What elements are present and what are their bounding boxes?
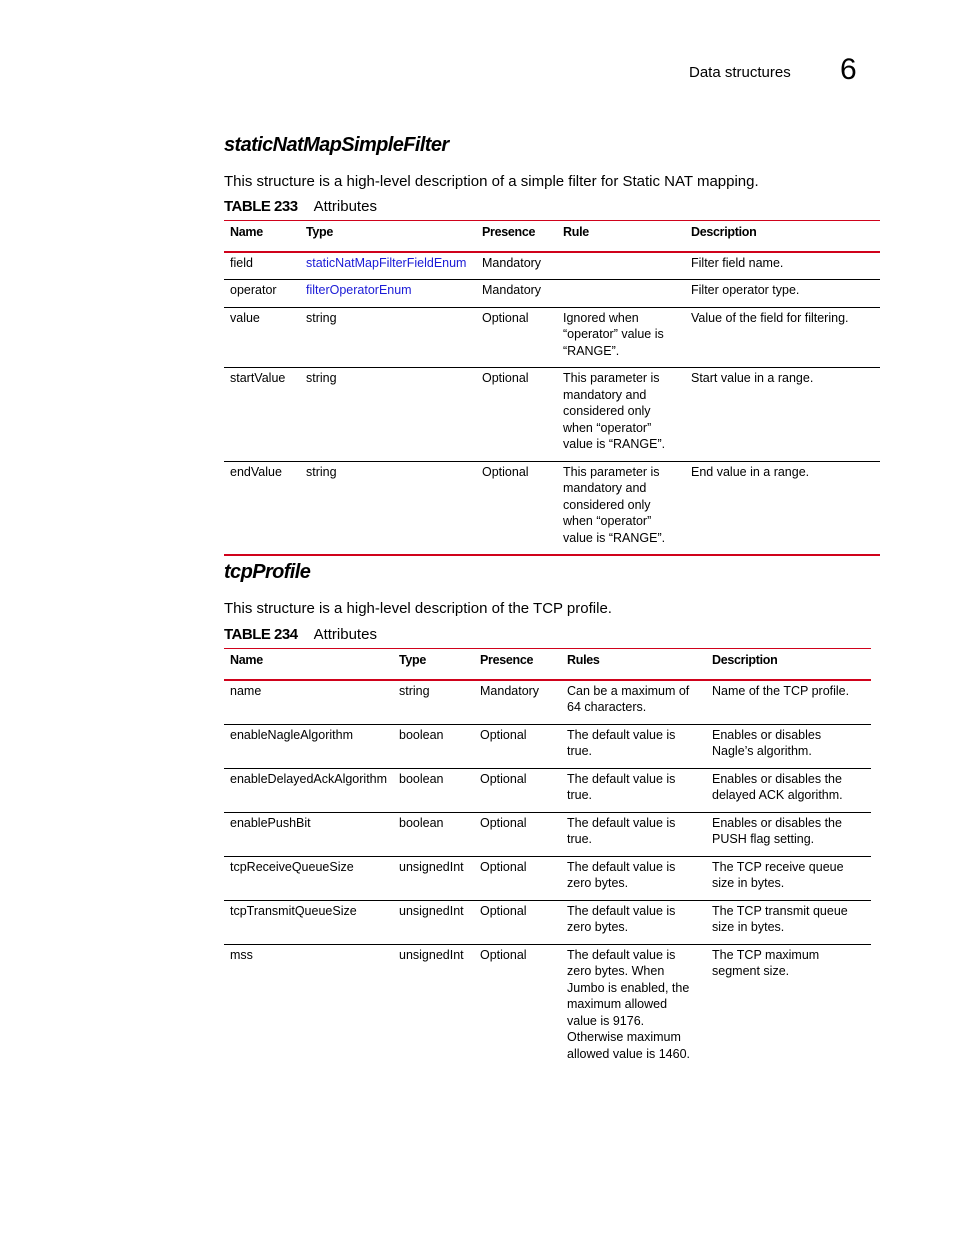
cell-rule: The default value is true. bbox=[561, 768, 706, 812]
table-caption bbox=[224, 626, 377, 643]
cell-description: Filter operator type. bbox=[685, 280, 880, 308]
column-header-presence: Presence bbox=[474, 649, 561, 680]
cell-type: boolean bbox=[393, 768, 474, 812]
cell-description: Enables or disables Nagle’s algorithm. bbox=[706, 724, 871, 768]
cell-presence: Optional bbox=[476, 368, 557, 462]
cell-type: string bbox=[300, 461, 476, 555]
cell-type-link[interactable]: filterOperatorEnum bbox=[300, 280, 476, 308]
cell-rule bbox=[557, 280, 685, 308]
table-row bbox=[224, 900, 871, 944]
cell-description: Enables or disables the delayed ACK algorithm. bbox=[706, 768, 871, 812]
cell-description: The TCP transmit queue size in bytes. bbox=[706, 900, 871, 944]
cell-rule: The default value is true. bbox=[561, 812, 706, 856]
attributes-table-234 bbox=[224, 648, 871, 1070]
table-row bbox=[224, 680, 871, 725]
cell-presence: Optional bbox=[474, 900, 561, 944]
table-header-row bbox=[224, 649, 871, 680]
cell-presence: Optional bbox=[474, 724, 561, 768]
table-row bbox=[224, 280, 880, 308]
cell-name: enablePushBit bbox=[224, 812, 393, 856]
cell-rule: The default value is zero bytes. bbox=[561, 900, 706, 944]
cell-name: mss bbox=[230, 947, 253, 962]
page-header bbox=[0, 0, 954, 100]
cell-type: string bbox=[300, 307, 476, 368]
cell-rule: This parameter is mandatory and considered only when “operator” value is “RANGE”. bbox=[557, 368, 685, 462]
cell-name: field bbox=[224, 252, 300, 280]
cell-type: unsignedInt bbox=[393, 856, 474, 900]
table-row bbox=[224, 856, 871, 900]
cell-name: tcpTransmitQueueSize bbox=[224, 900, 393, 944]
table-number: TABLE 233 bbox=[224, 198, 298, 215]
cell-type-link[interactable]: staticNatMapFilterFieldEnum bbox=[300, 252, 476, 280]
column-header-name: Name bbox=[224, 221, 300, 252]
cell-type: boolean bbox=[393, 724, 474, 768]
cell-description: Filter field name. bbox=[685, 252, 880, 280]
cell-description: Name of the TCP profile. bbox=[706, 680, 871, 725]
table-number: TABLE 234 bbox=[224, 626, 298, 643]
table-row bbox=[224, 307, 880, 368]
cell-presence: Mandatory bbox=[474, 680, 561, 725]
table-row bbox=[224, 944, 871, 1070]
cell-rule: The default value is zero bytes. bbox=[561, 856, 706, 900]
column-header-description: Description bbox=[706, 649, 871, 680]
column-header-rules: Rules bbox=[561, 649, 706, 680]
section-title-tcp-profile: tcpProfile bbox=[224, 561, 311, 583]
cell-description: Value of the field for filtering. bbox=[685, 307, 880, 368]
cell-rule: This parameter is mandatory and considered only when “operator” value is “RANGE”. bbox=[557, 461, 685, 555]
column-header-name: Name bbox=[224, 649, 393, 680]
cell-presence: Optional bbox=[474, 768, 561, 812]
cell-description: End value in a range. bbox=[685, 461, 880, 555]
cell-name: value bbox=[224, 307, 300, 368]
section-title-static-nat-map-simple-filter: staticNatMapSimpleFilter bbox=[224, 134, 449, 156]
cell-presence: Optional bbox=[474, 856, 561, 900]
cell-rule: The default value is zero bytes. When Jumbo is enabled, the maximum allowed value is 9176. Otherwise maximum allowed value is 1460. bbox=[567, 947, 690, 1061]
cell-presence: Optional bbox=[480, 947, 527, 962]
cell-name: endValue bbox=[224, 461, 300, 555]
cell-presence: Optional bbox=[476, 461, 557, 555]
cell-rule bbox=[557, 252, 685, 280]
cell-presence: Mandatory bbox=[476, 252, 557, 280]
cell-presence: Optional bbox=[476, 307, 557, 368]
cell-description: The TCP maximum segment size. bbox=[712, 947, 820, 978]
cell-presence: Mandatory bbox=[476, 280, 557, 308]
section-description: This structure is a high-level description of a simple filter for Static NAT mapping. bbox=[224, 173, 759, 190]
table-row bbox=[224, 461, 880, 555]
cell-name: operator bbox=[224, 280, 300, 308]
column-header-description: Description bbox=[685, 221, 880, 252]
header-section-title: Data structures bbox=[689, 64, 791, 81]
table-caption bbox=[224, 198, 377, 215]
column-header-presence: Presence bbox=[476, 221, 557, 252]
cell-description: Start value in a range. bbox=[685, 368, 880, 462]
table-row bbox=[224, 812, 871, 856]
table-caption-text: Attributes bbox=[313, 198, 377, 215]
column-header-rule: Rule bbox=[557, 221, 685, 252]
column-header-type: Type bbox=[393, 649, 474, 680]
cell-description: The TCP receive queue size in bytes. bbox=[706, 856, 871, 900]
cell-type: unsignedInt bbox=[399, 947, 464, 962]
table-row bbox=[224, 368, 880, 462]
cell-name: enableDelayedAckAlgorithm bbox=[224, 768, 393, 812]
cell-presence: Optional bbox=[474, 812, 561, 856]
cell-name: name bbox=[224, 680, 393, 725]
cell-type: boolean bbox=[393, 812, 474, 856]
cell-rule: Ignored when “operator” value is “RANGE”. bbox=[557, 307, 685, 368]
table-row bbox=[224, 768, 871, 812]
column-header-type: Type bbox=[300, 221, 476, 252]
table-row bbox=[224, 252, 880, 280]
section-description: This structure is a high-level description of the TCP profile. bbox=[224, 600, 612, 617]
table-header-row bbox=[224, 221, 880, 252]
cell-rule: Can be a maximum of 64 characters. bbox=[561, 680, 706, 725]
cell-type: string bbox=[393, 680, 474, 725]
header-chapter-number: 6 bbox=[840, 53, 857, 86]
cell-rule: The default value is true. bbox=[561, 724, 706, 768]
table-caption-text: Attributes bbox=[313, 626, 377, 643]
cell-name: enableNagleAlgorithm bbox=[224, 724, 393, 768]
table-row bbox=[224, 724, 871, 768]
cell-type: string bbox=[300, 368, 476, 462]
cell-type: unsignedInt bbox=[393, 900, 474, 944]
attributes-table-233 bbox=[224, 220, 880, 556]
cell-name: tcpReceiveQueueSize bbox=[224, 856, 393, 900]
cell-name: startValue bbox=[224, 368, 300, 462]
cell-description: Enables or disables the PUSH flag setting. bbox=[706, 812, 871, 856]
